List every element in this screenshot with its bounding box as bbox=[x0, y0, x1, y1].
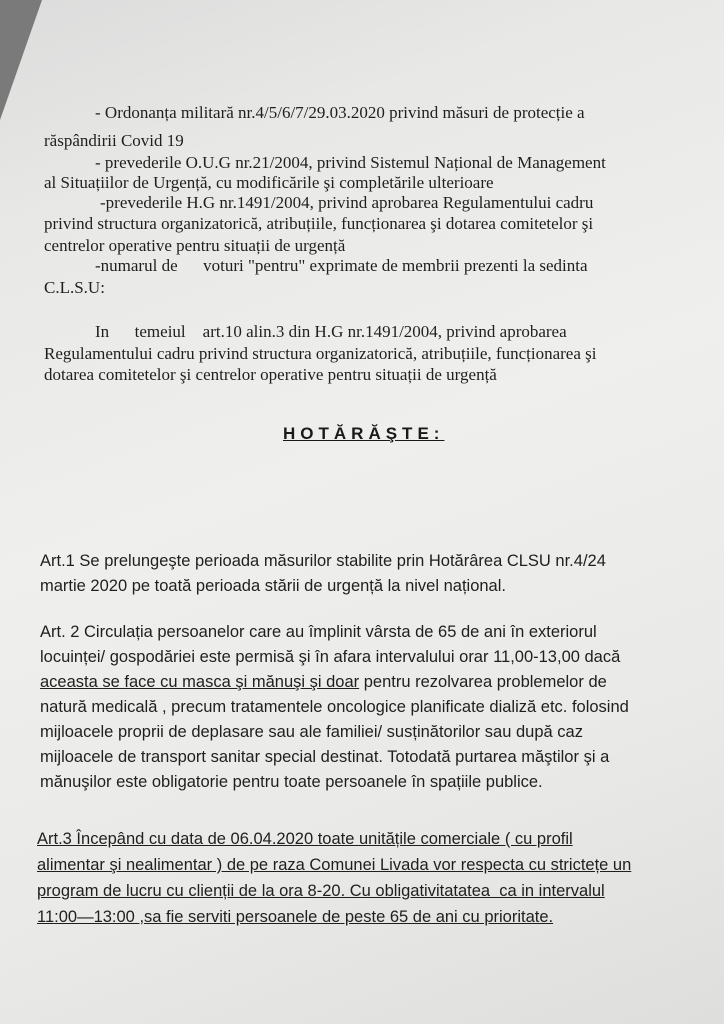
art2-line: locuinței/ gospodăriei este permisă şi în afara intervalului orar 11,00-13,00 dacă bbox=[40, 648, 621, 666]
basis-line: Regulamentului cadru privind structura organizatorică, atribuțiile, funcționarea şi bbox=[44, 344, 597, 363]
consideration-line: al Situațiilor de Urgență, cu modificările şi completările ulterioare bbox=[44, 173, 494, 192]
basis-line: dotarea comitetelor şi centrelor operative pentru situații de urgență bbox=[44, 365, 497, 384]
basis-line: In temeiul art.10 alin.3 din H.G nr.1491/2004, privind aprobarea bbox=[95, 322, 567, 341]
art1-line: martie 2020 pe toată perioada stării de urgență la nivel național. bbox=[40, 577, 506, 595]
art2-line: natură medicală , precum tratamentele oncologice planificate dializă etc. folosind bbox=[40, 698, 629, 716]
art2-line: mănuşilor este obligatorie pentru toate persoanele în spațiile publice. bbox=[40, 773, 543, 791]
art2-line: Art. 2 Circulația persoanelor care au împlinit vârsta de 65 de ani în exteriorul bbox=[40, 623, 597, 641]
consideration-line: răspândirii Covid 19 bbox=[44, 131, 184, 150]
consideration-line: - prevederile O.U.G nr.21/2004, privind Sistemul Național de Management bbox=[95, 153, 606, 172]
art2-line: mijloacele proprii de deplasare sau ale familiei/ susținătorilor sau după caz bbox=[40, 723, 583, 741]
consideration-line: -numarul de voturi "pentru" exprimate de membrii prezenti la sedinta bbox=[95, 256, 588, 275]
art2-line: mijloacele de transport sanitar special destinat. Totodată purtarea măştilor şi a bbox=[40, 748, 610, 766]
art2-underlined-phrase: aceasta se face cu masca şi mănuşi şi doar bbox=[40, 673, 360, 691]
decision-heading: HOTĂRĂŞTE: bbox=[283, 424, 445, 443]
art3-line: alimentar şi nealimentar ) de pe raza Comunei Livada vor respecta cu strictețe un bbox=[37, 856, 632, 874]
art1-line: Art.1 Se prelungeşte perioada măsurilor stabilite prin Hotărârea CLSU nr.4/24 bbox=[40, 552, 606, 570]
consideration-line: -prevederile H.G nr.1491/2004, privind aprobarea Regulamentului cadru bbox=[100, 193, 594, 212]
art3-line: Art.3 Începând cu data de 06.04.2020 toate unitățile comerciale ( cu profil bbox=[37, 830, 573, 848]
consideration-line: privind structura organizatorică, atribuțiile, funcționarea şi dotarea comitetelor şi bbox=[44, 214, 594, 233]
art3-line: 11:00—13:00 ,sa fie serviti persoanele de peste 65 de ani cu prioritate. bbox=[37, 908, 554, 926]
consideration-line: centrelor operative pentru situații de urgență bbox=[44, 236, 346, 255]
art3-line: program de lucru cu clienții de la ora 8-20. Cu obligativitatatea ca in intervalul bbox=[37, 882, 605, 900]
art2-line: aceasta se face cu masca şi mănuşi şi doar pentru rezolvarea problemelor de bbox=[40, 673, 607, 691]
consideration-line: - Ordonanța militară nr.4/5/6/7/29.03.2020 privind măsuri de protecție a bbox=[95, 103, 585, 122]
consideration-line: C.L.S.U: bbox=[44, 278, 105, 297]
